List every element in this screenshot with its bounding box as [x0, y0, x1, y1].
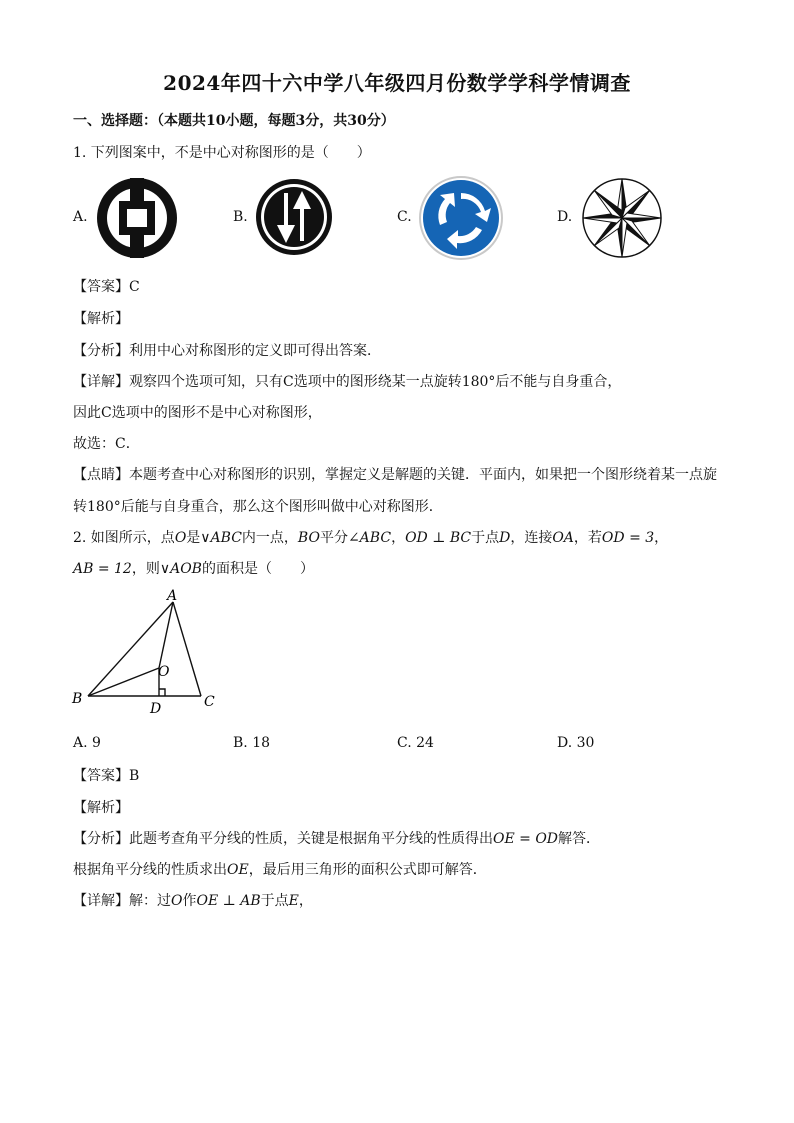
q2-xiangjie: 【详解】解：过O作OE ⊥ AB于点E，: [73, 893, 313, 909]
q2-option-c: C. 24: [397, 735, 434, 751]
q1-option-c-label: C.: [397, 209, 412, 225]
label-d: D: [150, 701, 162, 717]
q1-dianjing-1: 【点睛】本题考查中心对称图形的识别，掌握定义是解题的关键．平面内，如果把一个图形绕着某一点旋: [73, 467, 717, 483]
q2-option-b: B. 18: [233, 735, 271, 751]
q1-stem: 1. 下列图案中，不是中心对称图形的是（ ）: [73, 145, 371, 161]
up-down-arrows-icon: [254, 177, 334, 257]
q2-fenxi-1: 【分析】此题考查角平分线的性质，关键是根据角平分线的性质得出OE = OD解答．: [73, 831, 601, 847]
coin-emblem-icon: [94, 175, 180, 261]
label-a: A: [167, 588, 178, 604]
q2-option-d: D. 30: [557, 735, 595, 751]
q1-option-b-label: B.: [233, 209, 248, 225]
eight-point-star-icon: [580, 176, 664, 260]
edge-ac: [173, 602, 201, 696]
section-heading: 一、选择题：（本题共10小题，每题3分，共30分）: [73, 113, 395, 129]
q1-fenxi: 【分析】利用中心对称图形的定义即可得出答案．: [73, 343, 381, 359]
roundabout-sign-icon: [418, 175, 504, 261]
q1-dianjing-2: 转180°后能与自身重合，那么这个图形叫做中心对称图形．: [73, 499, 443, 515]
page-title: 2024年四十六中学八年级四月份数学学科学情调查: [163, 71, 631, 95]
q1-xiangjie-1: 【详解】观察四个选项可知，只有C选项中的图形绕某一点旋转180°后不能与自身重合，: [73, 374, 622, 390]
label-b: B: [72, 691, 83, 707]
q1-option-d-label: D.: [557, 209, 573, 225]
q1-answer: 【答案】C: [73, 279, 140, 295]
q1-option-a-label: A.: [73, 209, 88, 225]
q1-jiexi: 【解析】: [73, 311, 129, 327]
right-angle-mark: [159, 689, 165, 696]
edge-ab: [88, 602, 173, 696]
q2-answer: 【答案】B: [73, 768, 140, 784]
segment-bo: [88, 668, 159, 696]
triangle-figure: [66, 584, 236, 720]
q1-guxuan: 故选：C．: [73, 436, 140, 452]
segment-oa: [159, 602, 173, 668]
q2-jiexi: 【解析】: [73, 800, 129, 816]
q2-stem-line1: 2. 如图所示，点O是∨ABC内一点，BO平分∠ABC，OD ⊥ BC于点D，连接OA，若OD = 3，: [73, 530, 669, 546]
label-c: C: [204, 694, 215, 710]
q1-xiangjie-2: 因此C选项中的图形不是中心对称图形，: [73, 405, 322, 421]
q2-stem-line2: AB = 12，则∨AOB的面积是（ ）: [73, 561, 314, 577]
q2-fenxi-2: 根据角平分线的性质求出OE，最后用三角形的面积公式即可解答．: [73, 862, 487, 878]
label-o: O: [158, 664, 170, 680]
q2-option-a: A. 9: [73, 735, 101, 751]
